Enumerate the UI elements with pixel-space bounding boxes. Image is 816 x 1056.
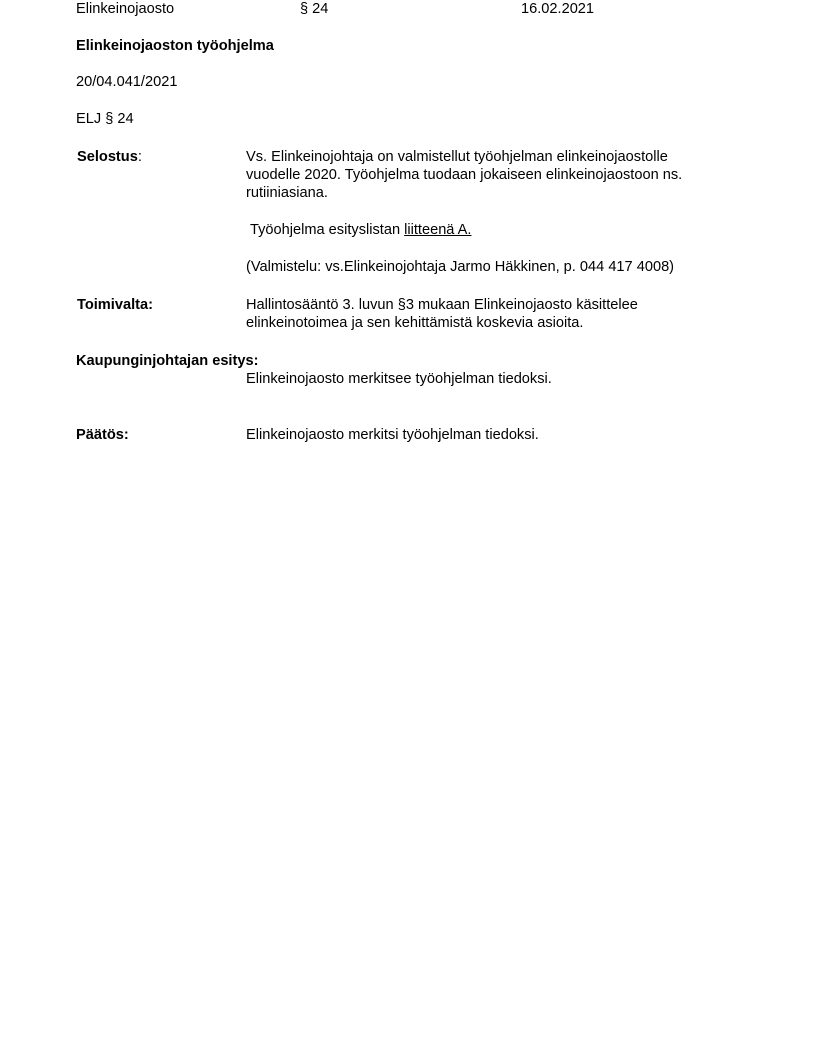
section-number: § 24	[300, 1, 329, 17]
esitys-text: Elinkeinojaosto merkitsee työohjelman tiedoksi.	[246, 371, 552, 387]
preparer-info: (Valmistelu: vs.Elinkeinojohtaja Jarmo Häkkinen, p. 044 417 4008)	[246, 259, 675, 275]
meeting-date: 16.02.2021	[521, 1, 595, 17]
attachment-link[interactable]: liitteenä A.	[404, 222, 472, 238]
selostus-label: Selostus:	[77, 149, 142, 165]
selostus-line-1: Vs. Elinkeinojohtaja on valmistellut työohjelman elinkeinojaostolle	[246, 149, 668, 165]
attachment-line	[250, 221, 471, 239]
page-title: Elinkeinojaoston työohjelma	[76, 38, 274, 54]
attachment-prefix: Työohjelma esityslistan	[250, 222, 405, 238]
toimivalta-line-1: Hallintosääntö 3. luvun §3 mukaan Elinkeinojaosto käsittelee	[246, 297, 638, 313]
esitys-label: Kaupunginjohtajan esitys:	[76, 353, 259, 369]
selostus-line-2: vuodelle 2020. Työohjelma tuodaan jokaiseen elinkeinojaostoon ns.	[246, 167, 683, 183]
paatos-text: Elinkeinojaosto merkitsi työohjelman tiedoksi.	[246, 427, 539, 443]
elj-reference: ELJ § 24	[76, 111, 134, 127]
selostus-line-3: rutiiniasiana.	[246, 185, 328, 201]
toimivalta-label: Toimivalta:	[77, 297, 153, 313]
record-number: 20/04.041/2021	[76, 74, 178, 90]
committee-name: Elinkeinojaosto	[76, 1, 175, 17]
paatos-label: Päätös:	[76, 427, 129, 443]
toimivalta-line-2: elinkeinotoimea ja sen kehittämistä koskevia asioita.	[246, 315, 584, 331]
